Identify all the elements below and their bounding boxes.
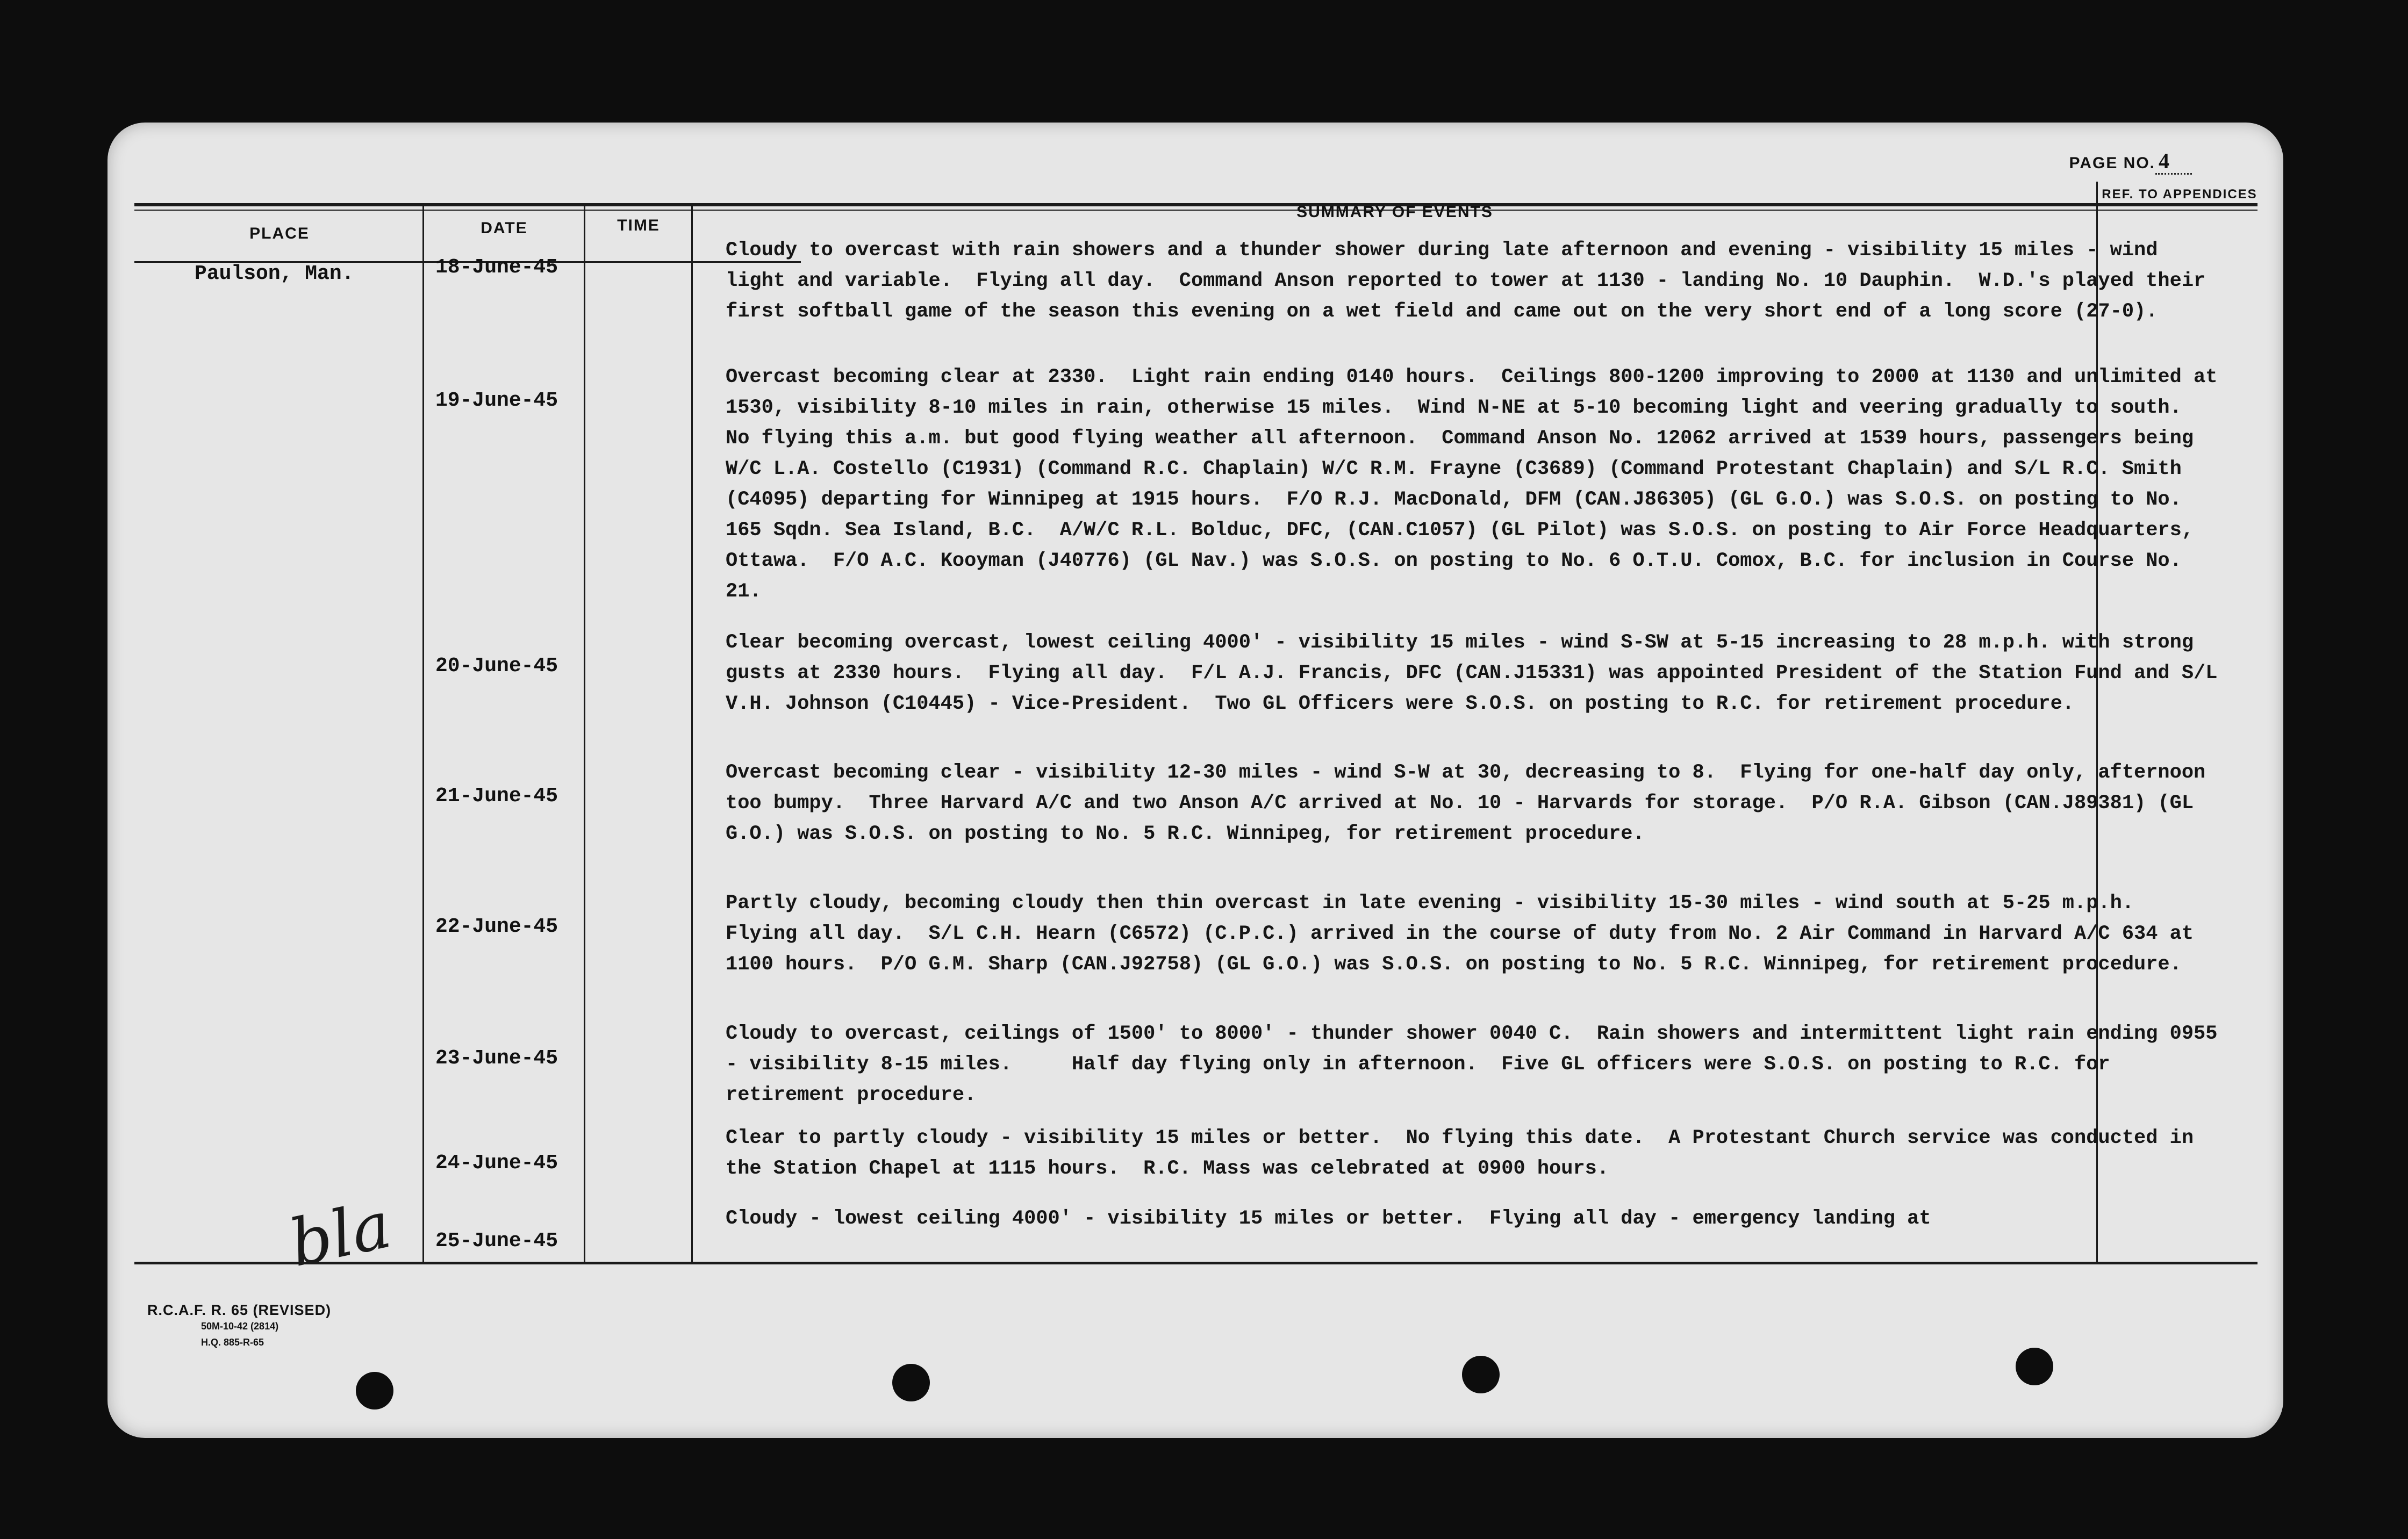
- header-time: TIME: [617, 217, 660, 234]
- column-rule-time: [691, 203, 693, 1263]
- form-hq-code: H.Q. 885-R-65: [201, 1337, 264, 1348]
- page-number-value: 4: [2155, 149, 2192, 175]
- entry-date-1: 18-June-45: [435, 256, 558, 279]
- bottom-rule: [134, 1262, 2258, 1264]
- entry-date-3: 20-June-45: [435, 655, 558, 678]
- punch-hole-2: [892, 1364, 930, 1401]
- header-ref-appendices: REF. TO APPENDICES: [2102, 187, 2258, 202]
- punch-hole-1: [356, 1372, 393, 1409]
- column-rule-place: [422, 203, 424, 1263]
- entry-text-8: Cloudy - lowest ceiling 4000' - visibility 15 miles or better. Flying all day - emergency landing at: [726, 1207, 1931, 1230]
- entry-date-8: 25-June-45: [435, 1229, 558, 1253]
- header-place: PLACE: [249, 225, 310, 242]
- form-print-code: 50M-10-42 (2814): [201, 1321, 279, 1332]
- header-summary: SUMMARY OF EVENTS: [1296, 203, 1493, 221]
- form-number: R.C.A.F. R. 65 (REVISED): [147, 1302, 332, 1318]
- entry-text-6: Cloudy to overcast, ceilings of 1500' to 8000' - thunder shower 0040 C. Rain showers and intermittent light rain ending 0955 - visibility 8-15 miles. Half day flying only in afternoon. Five GL officers were S.O.S. on posting to R.C. for retirement procedure.: [726, 1023, 2230, 1106]
- entry-text-7: Clear to partly cloudy - visibility 15 miles or better. No flying this date. A Protestant Church service was conducted in the Station Chapel at 1115 hours. R.C. Mass was celebrated at 0900 hours.: [726, 1127, 2206, 1180]
- page-number-label: [2069, 148, 2192, 174]
- entry-date-6: 23-June-45: [435, 1047, 558, 1070]
- entry-text-4: Overcast becoming clear - visibility 12-30 miles - wind S-W at 30, decreasing to 8. Flying for one-half day only, afternoon too bumpy. Three Harvard A/C and two Anson A/C arrived at No. 10 - Harvards for storage. P/O R.A. Gibson (CAN.J89381) (GL G.O.) was S.O.S. on posting to No. 5 R.C. Winnipeg, for retirement procedure.: [726, 761, 2218, 845]
- form-sheet: [108, 123, 2283, 1438]
- entry-date-5: 22-June-45: [435, 915, 558, 938]
- page-label-text: PAGE NO.: [2069, 154, 2155, 172]
- form-number-footer: [147, 1302, 331, 1350]
- entry-date-4: 21-June-45: [435, 785, 558, 808]
- header-date: DATE: [481, 219, 528, 237]
- entry-text-3: Clear becoming overcast, lowest ceiling 4000' - visibility 15 miles - wind S-SW at 5-15 increasing to 28 m.p.h. with strong gusts at 2330 hours. Flying all day. F/L A.J. Francis, DFC (CAN.J15331) was appointed President of the Station Fund and S/L V.H. Johnson (C10445) - Vice-President. Two GL Officers were S.O.S. on posting to R.C. for retirement procedure.: [726, 631, 2230, 715]
- entry-text-1: Cloudy to overcast with rain showers and a thunder shower during late afternoon and evening - visibility 15 miles - wind light and variable. Flying all day. Command Anson reported to tower at 1130 - landing No. 10 Dauphin. W.D.'s played their first softball game of the season this evening on a wet field and came out on the very short end of a long score (27-0).: [726, 239, 2218, 323]
- entry-text-2: Overcast becoming clear at 2330. Light rain ending 0140 hours. Ceilings 800-1200 improving to 2000 at 1130 and unlimited at 1530, visibility 8-10 miles in rain, otherwise 15 miles. Wind N-NE at 5-10 becoming light and veering gradually to south. No flying this a.m. but good flying weather all afternoon. Command Anson No. 12062 arrived at 1539 hours, passengers being W/C L.A. Costello (C1931) (Command R.C. Chaplain) W/C R.M. Frayne (C3689) (Command Protestant Chaplain) and S/L R.C. Smith (C4095) departing for Winnipeg at 1915 hours. F/O R.J. MacDonald, DFM (CAN.J86305) (GL G.O.) was S.O.S. on posting to No. 165 Sqdn. Sea Island, B.C. A/W/C R.L. Bolduc, DFC, (CAN.C1057) (GL Pilot) was S.O.S. on posting to Air Force Headquarters, Ottawa. F/O A.C. Kooyman (J40776) (GL Nav.) was S.O.S. on posting to No. 6 O.T.U. Comox, B.C. for inclusion in Course No. 21.: [726, 366, 2230, 603]
- entry-text-5: Partly cloudy, becoming cloudy then thin overcast in late evening - visibility 15-30 miles - wind south at 5-25 m.p.h. Flying all day. S/L C.H. Hearn (C6572) (C.P.C.) arrived in the course of duty from No. 2 Air Command in Harvard A/C 634 at 1100 hours. P/O G.M. Sharp (CAN.J92758) (GL G.O.) was S.O.S. on posting to No. 5 R.C. Winnipeg, for retirement procedure.: [726, 892, 2206, 976]
- handwritten-initials: bla: [283, 1188, 398, 1282]
- punch-hole-3: [1462, 1356, 1500, 1393]
- punch-hole-4: [2016, 1348, 2053, 1385]
- entry-date-7: 24-June-45: [435, 1152, 558, 1175]
- place-value: Paulson, Man.: [195, 262, 354, 285]
- column-rule-date: [584, 203, 585, 1263]
- entry-date-2: 19-June-45: [435, 389, 558, 412]
